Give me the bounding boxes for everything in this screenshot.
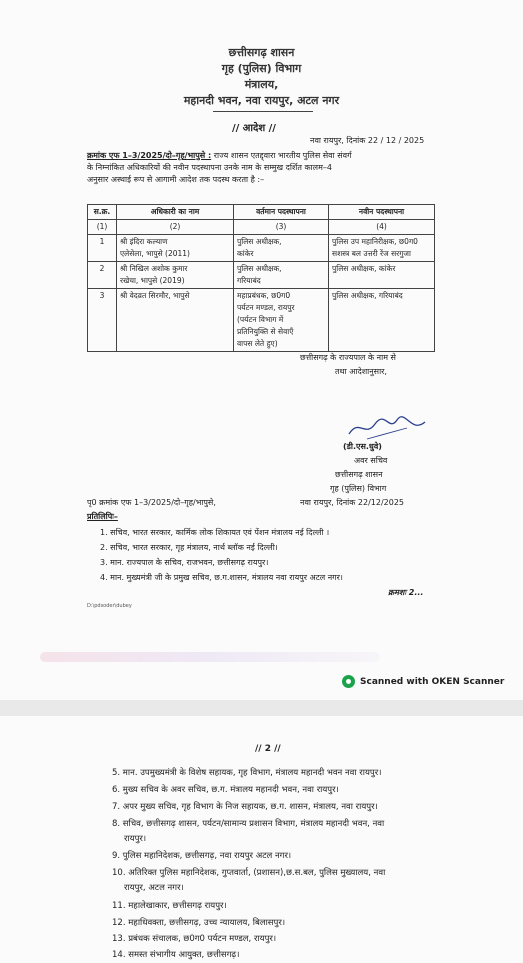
col-header-new: नवीन पदस्थापना xyxy=(329,205,435,220)
cell-new-posting xyxy=(329,262,435,289)
cell-line: गरियाबंद xyxy=(237,276,261,285)
col-number: (1) xyxy=(88,220,117,235)
cell-sn: 3 xyxy=(88,289,117,352)
cell-line: कांकेर xyxy=(237,249,254,258)
cell-officer-name xyxy=(117,289,234,352)
list-item: 13. प्रबंधक संचालक, छ0ग0 पर्यटन मण्डल, रायपुर। xyxy=(112,934,277,944)
header-government: छत्तीसगढ़ शासन xyxy=(228,46,295,59)
cell-line: पुलिस अधीक्षक, गरियाबंद xyxy=(332,291,403,300)
cell-line: रखेचा, भापुसे (2019) xyxy=(120,276,185,285)
signatory-name: (डी.एस.धुवे) xyxy=(343,442,382,451)
col-number: (3) xyxy=(234,220,329,235)
header-department: गृह (पुलिस) विभाग xyxy=(221,62,302,75)
oken-logo-icon xyxy=(342,675,355,688)
header-address: महानदी भवन, नवा रायपुर, अटल नगर xyxy=(183,94,340,107)
list-item: 3. मान. राज्यपाल के सचिव, राजभवन, छत्तीसगढ़ रायपुर। xyxy=(100,558,269,567)
intro-line-2: के निम्नांकित अधिकारियों की नवीन पदस्थापना उनके नाम के सम्मुख दर्शित कालम–4 xyxy=(87,163,332,172)
cell-line: पुलिस अधीक्षक, कांकेर xyxy=(332,264,396,273)
cell-current-posting xyxy=(234,235,329,262)
col-header-current: वर्तमान पदस्थापना xyxy=(234,205,329,220)
scan-smudge xyxy=(40,652,380,662)
order-number: क्रमांक एफ 1–3/2025/दो–गृह/भापुसे : xyxy=(87,151,212,160)
table-row xyxy=(88,289,435,352)
order-intro xyxy=(87,150,435,186)
cell-officer-name xyxy=(117,262,234,289)
cell-line: पुलिस उप महानिरीक्षक, छ0ग0 xyxy=(332,237,418,246)
endorsement-number: पृ0 क्रमांक एफ 1–3/2025/दो–गृह/भापुसे, xyxy=(87,498,216,507)
endorsement-date: नवा रायपुर, दिनांक 22/12/2025 xyxy=(300,498,405,507)
table-row xyxy=(88,262,435,289)
list-item: 7. अपर मुख्य सचिव, गृह विभाग के निज सहायक, छ.ग. शासन, मंत्रालय, नवा रायपुर। xyxy=(112,802,378,812)
list-item: 12. महाधिवक्ता, छत्तीसगढ़, उच्च न्यायालय, बिलासपुर। xyxy=(112,918,286,928)
cell-line: पर्यटन मण्डल, रायपुर xyxy=(237,303,295,312)
list-item: 10. अतिरिक्त पुलिस महानिदेशक, गुप्तवार्ता, (प्रशासन),छ.स.बल, पुलिस मुख्यालय, नवा xyxy=(112,868,386,878)
table-header-row xyxy=(88,205,435,220)
col-header-sn: स.क्र. xyxy=(88,205,117,220)
table-row xyxy=(88,235,435,262)
list-item: 5. मान. उपमुख्यमंत्री के विशेष सहायक, गृह विभाग, मंत्रालय महानदी भवन नवा रायपुर। xyxy=(112,768,382,778)
list-item-continuation: रायपुर, अटल नगर। xyxy=(124,883,184,893)
cell-line: एलेसेला, भापुसे (2011) xyxy=(120,249,190,258)
cell-line: वापस लेते हुए) xyxy=(237,339,278,348)
cell-line: प्रतिनियुक्ति से सेवाएँ xyxy=(237,327,294,336)
header-ministry: मंत्रालय, xyxy=(244,78,279,91)
cell-officer-name xyxy=(117,235,234,262)
col-header-name: अधिकारी का नाम xyxy=(117,205,234,220)
cell-current-posting xyxy=(234,289,329,352)
header-divider xyxy=(213,111,313,112)
scanner-watermark xyxy=(342,675,504,688)
document-page-2 xyxy=(0,716,523,963)
cell-line: (पर्यटन विभाग में xyxy=(237,315,284,324)
page2-title: // 2 // xyxy=(255,744,281,754)
cell-line: पुलिस अधीक्षक, xyxy=(237,237,282,246)
list-item: 8. सचिव, छत्तीसगढ़ शासन, पर्यटन/सामान्य प्रशासन विभाग, मंत्रालय महानदी भवन, नवा xyxy=(112,819,385,829)
authority-line-2: तथा आदेशानुसार, xyxy=(335,367,387,376)
list-item: 6. मुख्य सचिव के अवर सचिव, छ.ग. मंत्रालय महानदी भवन, नवा रायपुर। xyxy=(112,785,339,795)
list-item: 4. मान. मुख्यमंत्री जी के प्रमुख सचिव, छ.ग.शासन, मंत्रालय नवा रायपुर अटल नगर। xyxy=(100,573,343,582)
table-number-row xyxy=(88,220,435,235)
signatory-org: छत्तीसगढ़ शासन xyxy=(335,470,383,479)
scanner-text: Scanned with OKEN Scanner xyxy=(360,676,505,687)
cell-current-posting xyxy=(234,262,329,289)
cell-sn: 2 xyxy=(88,262,117,289)
cell-new-posting xyxy=(329,289,435,352)
order-date: नवा रायपुर, दिनांक 22 / 12 / 2025 xyxy=(310,136,425,145)
posting-table xyxy=(87,204,435,352)
cell-line: श्री निखिल अशोक कुमार xyxy=(120,264,188,273)
list-item: 1. सचिव, भारत सरकार, कार्मिक लोक शिकायत एवं पेंशन मंत्रालय नई दिल्ली । xyxy=(100,528,330,537)
cell-sn: 1 xyxy=(88,235,117,262)
cell-line: सशस्त्र बल उत्तरी रेंज सरगुजा xyxy=(332,249,411,258)
list-item: 14. समस्त संभागीय आयुक्त, छत्तीसगढ़। xyxy=(112,950,240,960)
signature-scribble xyxy=(345,412,430,442)
cell-line: श्री इंदिरा कल्याण xyxy=(120,237,168,246)
file-reference: D:\pdsoder\dubey xyxy=(87,603,132,609)
col-number: (2) xyxy=(117,220,234,235)
list-item: 2. सचिव, भारत सरकार, गृह मंत्रालय, नार्थ ब्लॉक नई दिल्ली। xyxy=(100,543,278,552)
continued-note: क्रमशः 2... xyxy=(388,588,424,597)
signatory-dept: गृह (पुलिस) विभाग xyxy=(330,484,387,493)
list-item-continuation: रायपुर। xyxy=(124,834,147,844)
signatory-designation: अवर सचिव xyxy=(354,456,388,465)
col-number: (4) xyxy=(329,220,435,235)
intro-line-3: अनुसार अस्थाई रूप से आगामी आदेश तक पदस्थ करता है :– xyxy=(87,175,265,184)
list-item: 11. महालेखाकार, छत्तीसगढ़ रायपुर। xyxy=(112,901,227,911)
copy-title: प्रतिलिपिः– xyxy=(87,512,118,521)
list-item: 9. पुलिस महानिदेशक, छत्तीसगढ़, नवा रायपुर अटल नगर। xyxy=(112,851,292,861)
intro-line-1: राज्य शासन एतद्द्वारा भारतीय पुलिस सेवा संवर्ग xyxy=(213,151,352,160)
cell-line: पुलिस अधीक्षक, xyxy=(237,264,282,273)
cell-line: महाप्रबंधक, छ0ग0 xyxy=(237,291,291,300)
authority-line-1: छत्तीसगढ़ के राज्यपाल के नाम से xyxy=(300,353,396,362)
cell-line: श्री वेदव्रत सिरमौर, भापुसे xyxy=(120,291,190,300)
cell-new-posting xyxy=(329,235,435,262)
order-title: // आदेश // xyxy=(232,123,276,134)
